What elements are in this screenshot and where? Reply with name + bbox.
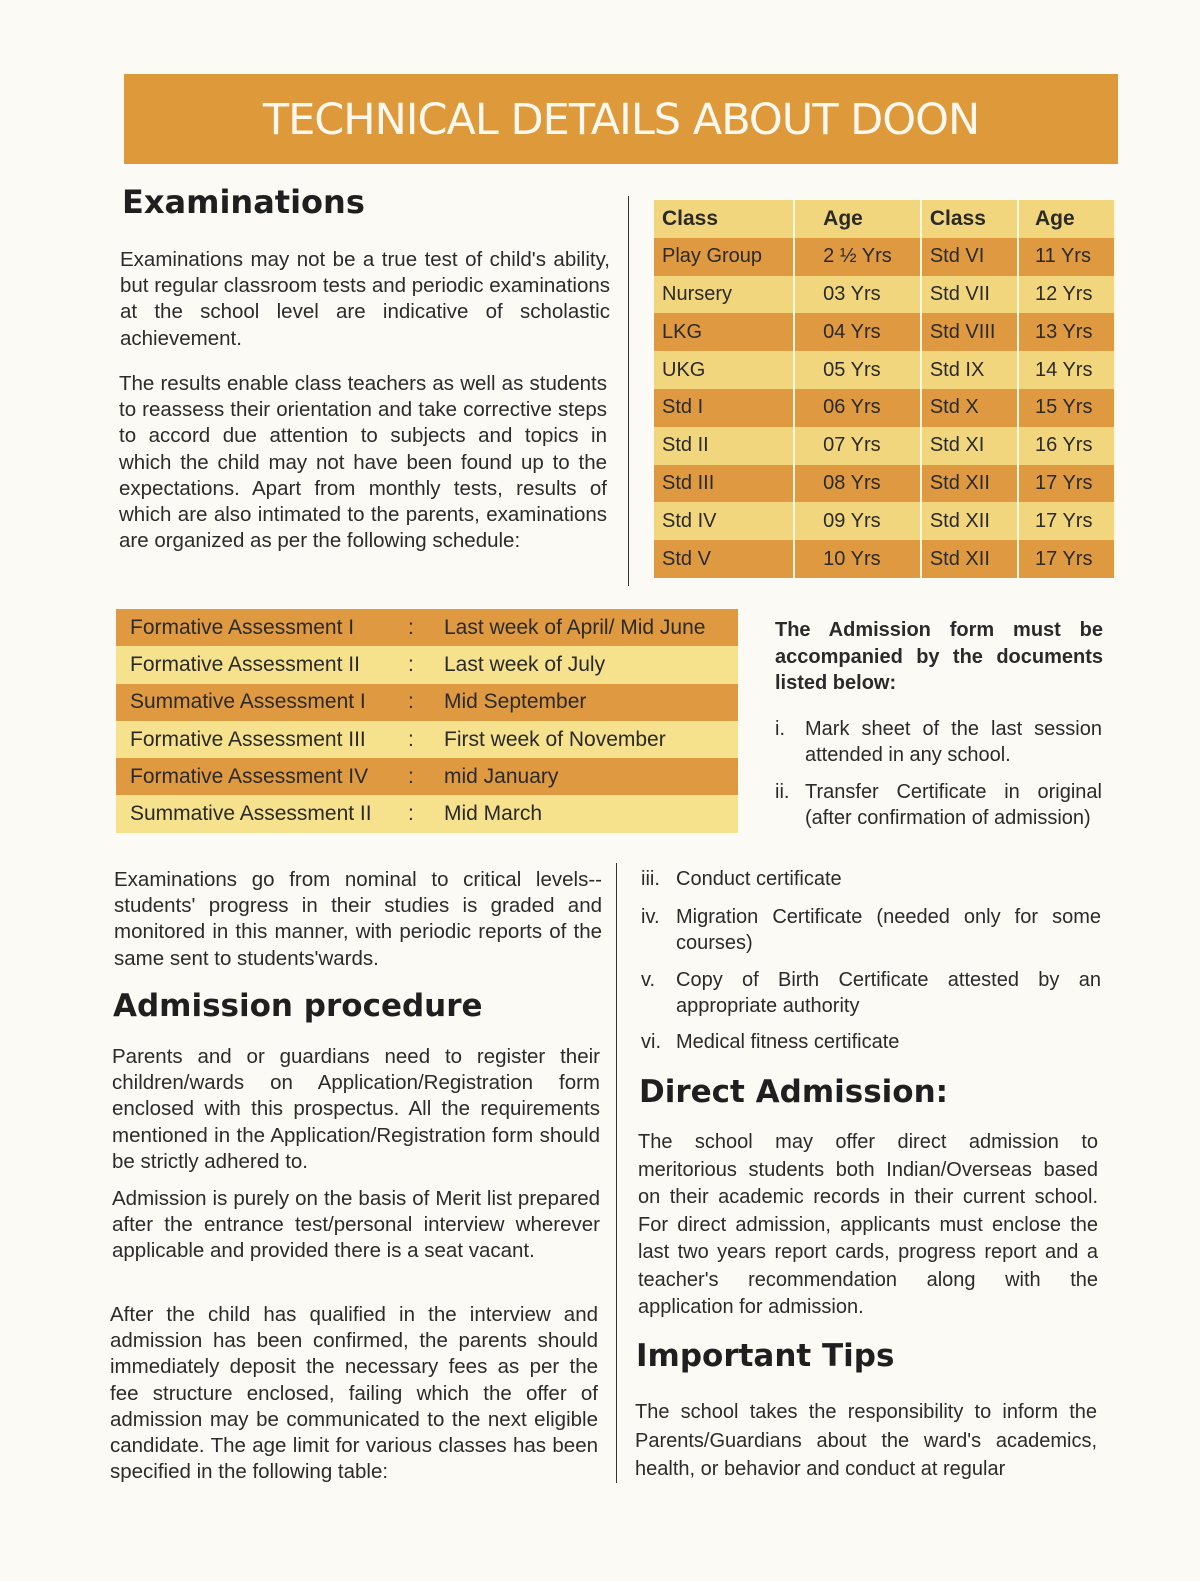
table-cell: 05 Yrs — [794, 351, 921, 389]
column-divider-top — [628, 196, 629, 586]
assessment-date: Mid September — [442, 684, 738, 721]
table-cell: Std XII — [921, 540, 1018, 578]
assessment-date: Last week of July — [442, 646, 738, 683]
table-header-row — [654, 200, 1115, 238]
admission-para-1: Parents and or guardians need to register their children/wards on Application/Registration form enclosed with this prospectus. All the requirements mentioned in the Application/Registration form should be strictly adhered to. — [112, 1045, 600, 1173]
table-cell: Std XII — [921, 502, 1018, 540]
table-cell: 14 Yrs — [1018, 351, 1115, 389]
table-cell: 04 Yrs — [794, 313, 921, 351]
table-cell: Nursery — [654, 276, 794, 314]
table-row — [654, 540, 1115, 578]
assessment-name: Summative Assessment II — [116, 795, 408, 832]
table-row — [116, 795, 738, 832]
table-row — [116, 609, 738, 646]
table-cell: 09 Yrs — [794, 502, 921, 540]
header-age: Age — [1018, 200, 1115, 238]
table-cell: 16 Yrs — [1018, 427, 1115, 465]
list-text: Migration Certificate (needed only for some courses) — [676, 906, 1101, 954]
list-item — [641, 905, 1101, 956]
list-number: vi. — [641, 1031, 661, 1053]
list-item — [775, 717, 1102, 768]
important-tips-heading: Important Tips — [636, 1338, 895, 1374]
separator: : — [408, 684, 442, 721]
table-cell: Std VII — [921, 276, 1018, 314]
table-cell: Std III — [654, 465, 794, 503]
table-cell: 17 Yrs — [1018, 465, 1115, 503]
list-text: Transfer Certificate in original (after confirmation of admission) — [805, 781, 1102, 829]
separator: : — [408, 609, 442, 646]
header-age: Age — [794, 200, 921, 238]
assessment-name: Formative Assessment IV — [116, 758, 408, 795]
list-text: Mark sheet of the last session attended in any school. — [805, 718, 1102, 766]
list-text: Conduct certificate — [676, 868, 842, 890]
table-cell: Std XI — [921, 427, 1018, 465]
table-cell: 15 Yrs — [1018, 389, 1115, 427]
table-row — [654, 502, 1115, 540]
page-banner: TECHNICAL DETAILS ABOUT DOON — [124, 74, 1118, 164]
admission-para-3: After the child has qualified in the interview and admission has been confirmed, the parents should immediately deposit the necessary fees as per the fee structure enclosed, failing which the offer of admission may be communicated to the next eligible candidate. The age limit for various classes has been specified in the following table: — [110, 1303, 598, 1484]
table-cell: Std II — [654, 427, 794, 465]
assessment-date: First week of November — [442, 721, 738, 758]
examinations-para-2: The results enable class teachers as well as students to reassess their orientation and take corrective steps to accord due attention to subjects and topics in which the child may not have been found up to the expectations. Apart from monthly tests, results of which are also intimated to the parents, examinations are organized as per the following schedule: — [119, 372, 607, 553]
list-item — [775, 780, 1102, 831]
table-cell: Std V — [654, 540, 794, 578]
documents-intro: The Admission form must be accompanied by the documents listed below: — [775, 619, 1103, 694]
list-item — [641, 1030, 1101, 1056]
table-cell: Std VIII — [921, 313, 1018, 351]
admission-para-2: Admission is purely on the basis of Merit list prepared after the entrance test/personal interview wherever applicable and provided there is a seat vacant. — [112, 1187, 600, 1263]
table-cell: UKG — [654, 351, 794, 389]
list-number: iv. — [641, 906, 660, 928]
header-class: Class — [921, 200, 1018, 238]
table-row — [116, 684, 738, 721]
table-cell: LKG — [654, 313, 794, 351]
important-tips-para: The school takes the responsibility to inform the Parents/Guardians about the ward's academics, health, or behavior and conduct at regular — [635, 1401, 1097, 1480]
separator: : — [408, 758, 442, 795]
list-item — [641, 968, 1101, 1019]
table-cell: 17 Yrs — [1018, 502, 1115, 540]
table-cell: Play Group — [654, 238, 794, 276]
table-cell: 10 Yrs — [794, 540, 921, 578]
table-cell: Std IX — [921, 351, 1018, 389]
table-cell: 07 Yrs — [794, 427, 921, 465]
table-row — [654, 465, 1115, 503]
list-number: iii. — [641, 868, 660, 890]
table-row — [116, 721, 738, 758]
list-number: v. — [641, 969, 656, 991]
table-cell: 11 Yrs — [1018, 238, 1115, 276]
examinations-para-1: Examinations may not be a true test of child's ability, but regular classroom tests and periodic examinations at the school level are indicative of scholastic achievement. — [120, 248, 610, 350]
table-row — [654, 389, 1115, 427]
separator: : — [408, 721, 442, 758]
assessment-name: Formative Assessment II — [116, 646, 408, 683]
table-cell: Std VI — [921, 238, 1018, 276]
admission-heading: Admission procedure — [113, 988, 483, 1024]
table-cell: 13 Yrs — [1018, 313, 1115, 351]
direct-admission-para: The school may offer direct admission to meritorious students both Indian/Overseas based on their academic records in their current school. For direct admission, applicants must enclose the last two years report cards, progress report and a teacher's recommendation along with the application for admission. — [638, 1131, 1098, 1318]
assessment-date: Mid March — [442, 795, 738, 832]
table-cell: Std I — [654, 389, 794, 427]
assessment-date: mid January — [442, 758, 738, 795]
table-row — [654, 427, 1115, 465]
header-class: Class — [654, 200, 794, 238]
list-item — [641, 867, 1101, 893]
age-limit-table — [654, 200, 1116, 578]
table-row — [116, 646, 738, 683]
table-row — [654, 351, 1115, 389]
table-cell: Std IV — [654, 502, 794, 540]
exam-schedule-table — [116, 609, 738, 833]
examinations-heading: Examinations — [122, 183, 365, 221]
examinations-para-3: Examinations go from nominal to critical levels-- students' progress in their studies is graded and monitored in this manner, with periodic reports of the same sent to students'wards. — [114, 868, 602, 970]
table-row — [116, 758, 738, 795]
table-cell: Std X — [921, 389, 1018, 427]
list-number: ii. — [775, 781, 790, 803]
list-number: i. — [775, 718, 785, 740]
table-cell: 12 Yrs — [1018, 276, 1115, 314]
direct-admission-heading: Direct Admission: — [639, 1074, 949, 1110]
table-cell: 17 Yrs — [1018, 540, 1115, 578]
assessment-date: Last week of April/ Mid June — [442, 609, 738, 646]
table-cell: 03 Yrs — [794, 276, 921, 314]
table-row — [654, 313, 1115, 351]
assessment-name: Formative Assessment III — [116, 721, 408, 758]
assessment-name: Formative Assessment I — [116, 609, 408, 646]
table-row — [654, 238, 1115, 276]
list-text: Copy of Birth Certificate attested by an appropriate authority — [676, 969, 1101, 1017]
table-cell: 06 Yrs — [794, 389, 921, 427]
assessment-name: Summative Assessment I — [116, 684, 408, 721]
table-cell: 08 Yrs — [794, 465, 921, 503]
column-divider-bottom — [616, 863, 617, 1483]
table-row — [654, 276, 1115, 314]
table-cell: 2 ½ Yrs — [794, 238, 921, 276]
separator: : — [408, 646, 442, 683]
table-cell: Std XII — [921, 465, 1018, 503]
separator: : — [408, 795, 442, 832]
list-text: Medical fitness certificate — [676, 1031, 900, 1053]
